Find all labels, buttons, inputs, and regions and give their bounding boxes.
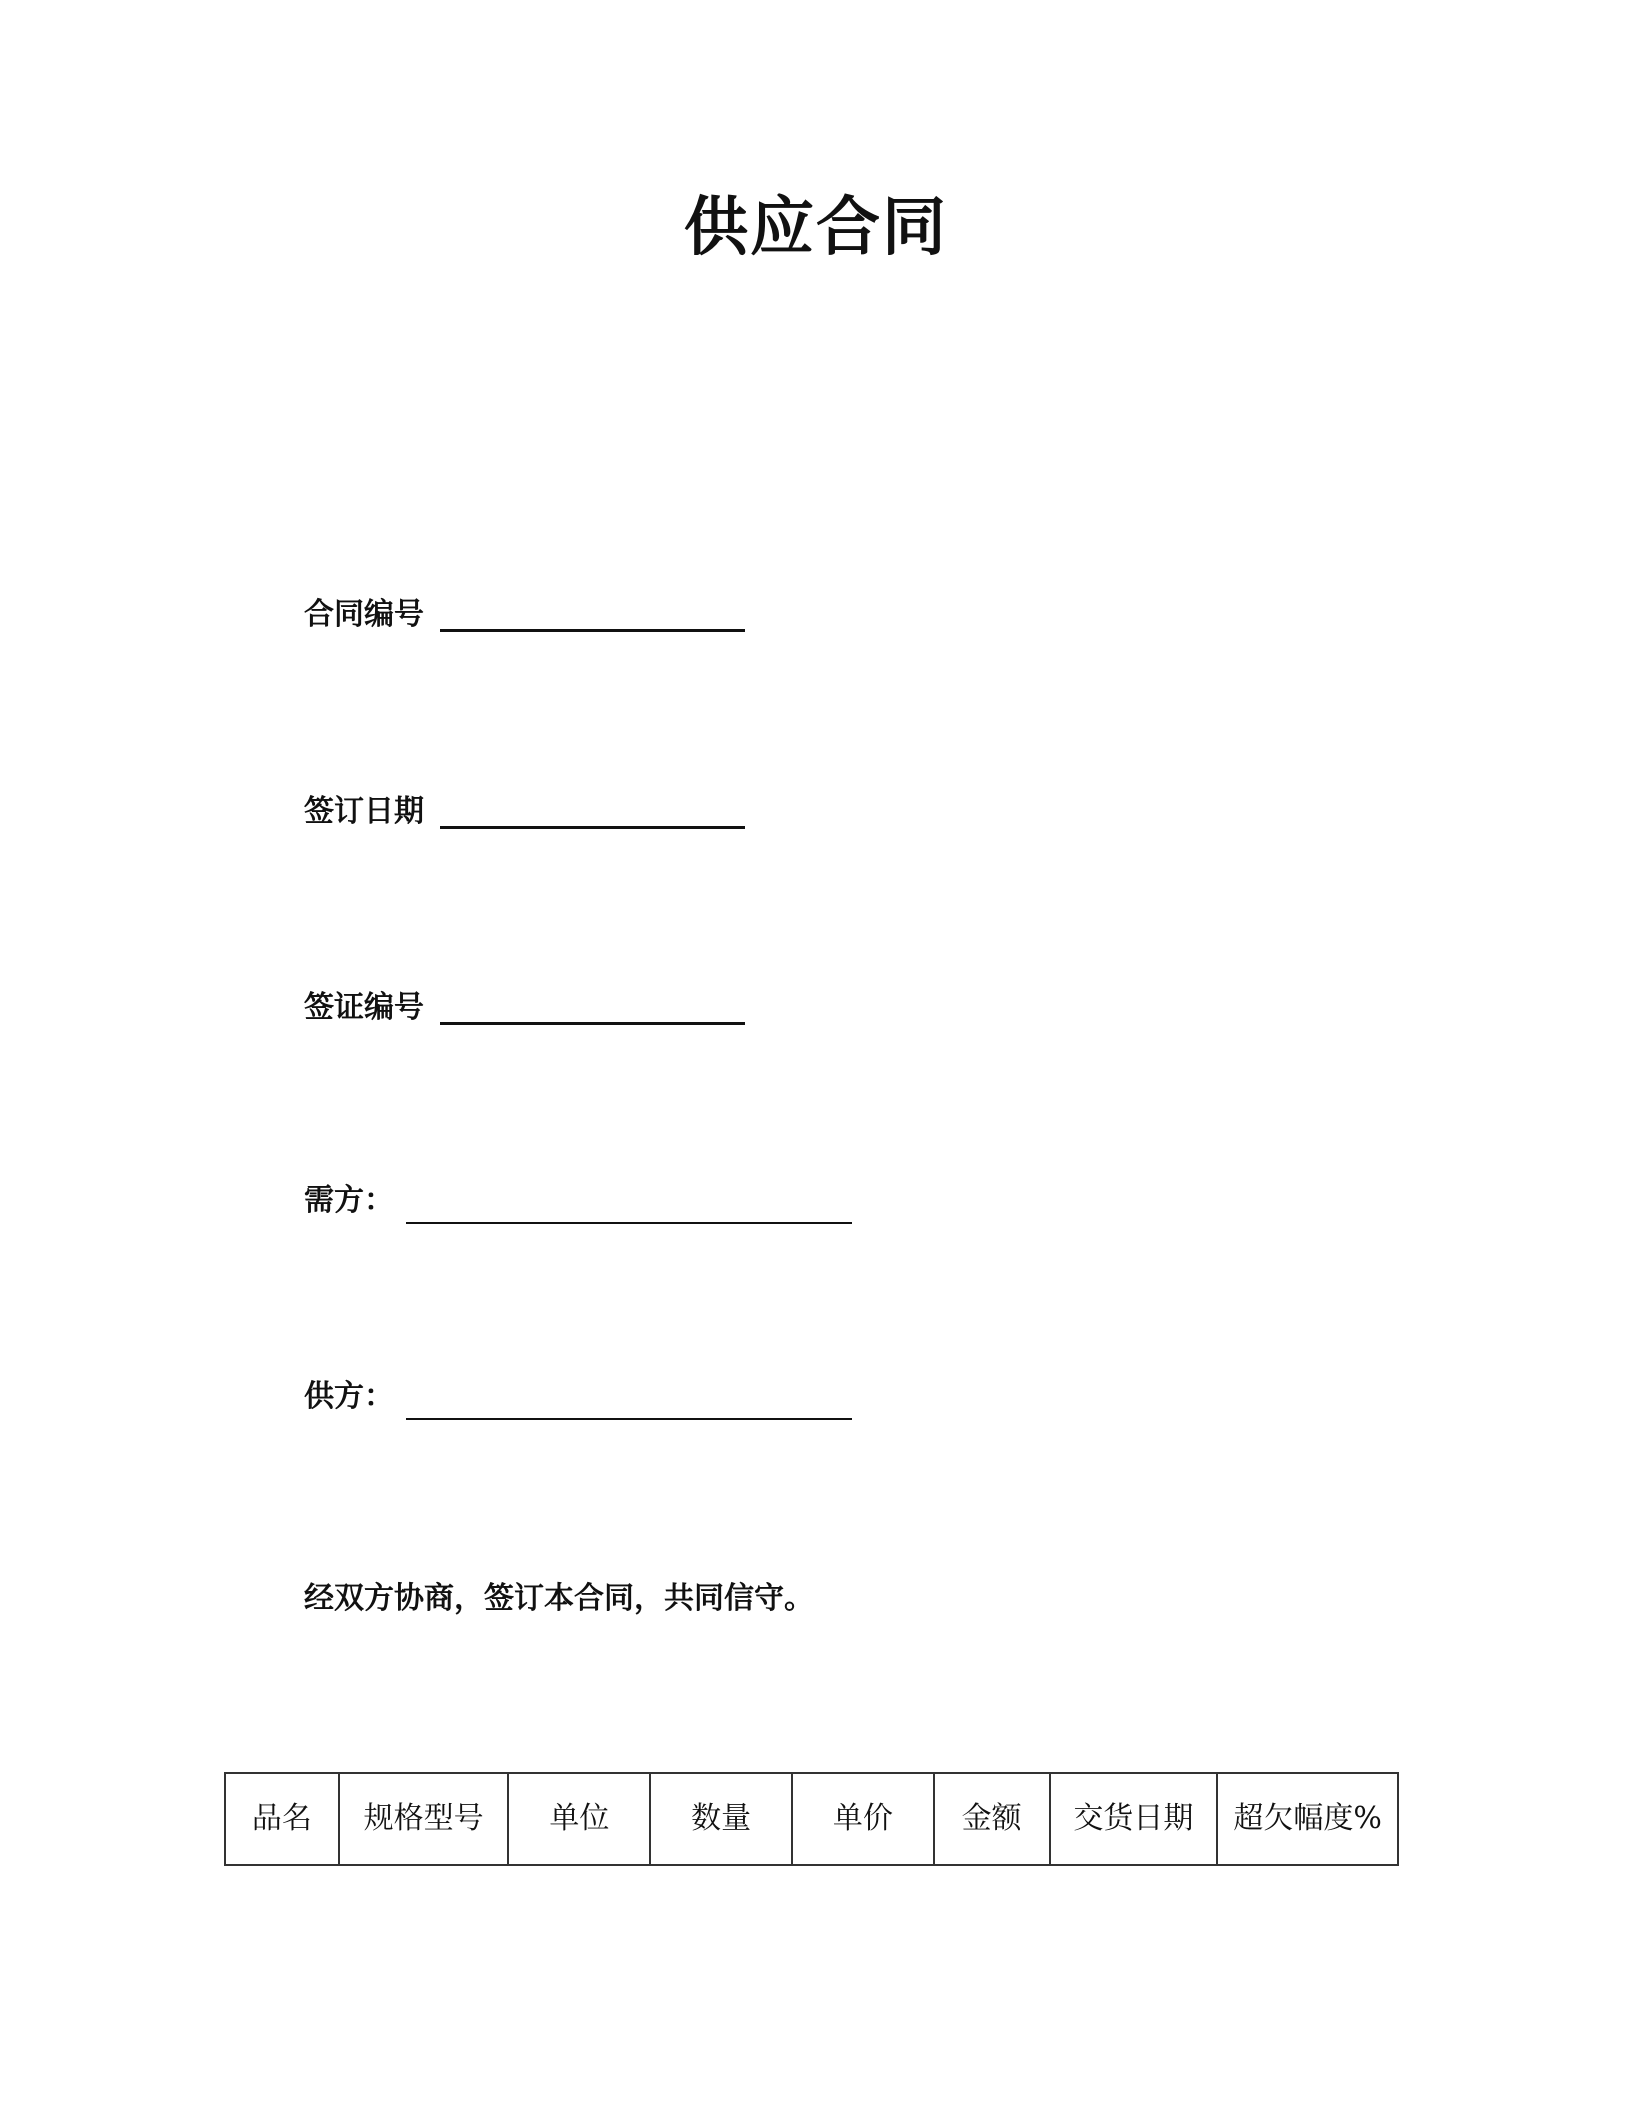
contract-number-field [304,597,745,632]
signing-date-blank[interactable] [440,826,745,829]
header-product-name: 品名 [225,1773,339,1865]
page-title: 供应合同 [684,191,948,265]
supplier-field [304,1379,852,1414]
header-delivery-date: 交货日期 [1050,1773,1218,1865]
visa-number-blank[interactable] [440,1022,745,1025]
signing-date-label: 签订日期 [304,794,424,829]
header-quantity: 数量 [650,1773,792,1865]
header-spec-model: 规格型号 [339,1773,509,1865]
header-amount: 金额 [934,1773,1050,1865]
header-unit-price: 单价 [792,1773,934,1865]
signing-date-field [304,794,745,829]
goods-table [224,1772,1399,1866]
contract-number-blank[interactable] [440,629,745,632]
supplier-label: 供方： [304,1379,394,1414]
contract-number-label: 合同编号 [304,597,424,632]
visa-number-field [304,990,745,1025]
buyer-label: 需方： [304,1183,394,1218]
goods-table-header-row [225,1773,1398,1865]
header-tolerance: 超欠幅度% [1217,1773,1398,1865]
agreement-statement: 经双方协商，签订本合同，共同信守。 [304,1581,814,1616]
buyer-field [304,1183,852,1218]
visa-number-label: 签证编号 [304,990,424,1025]
supplier-blank[interactable] [406,1418,852,1420]
buyer-blank[interactable] [406,1222,852,1224]
header-unit: 单位 [508,1773,650,1865]
